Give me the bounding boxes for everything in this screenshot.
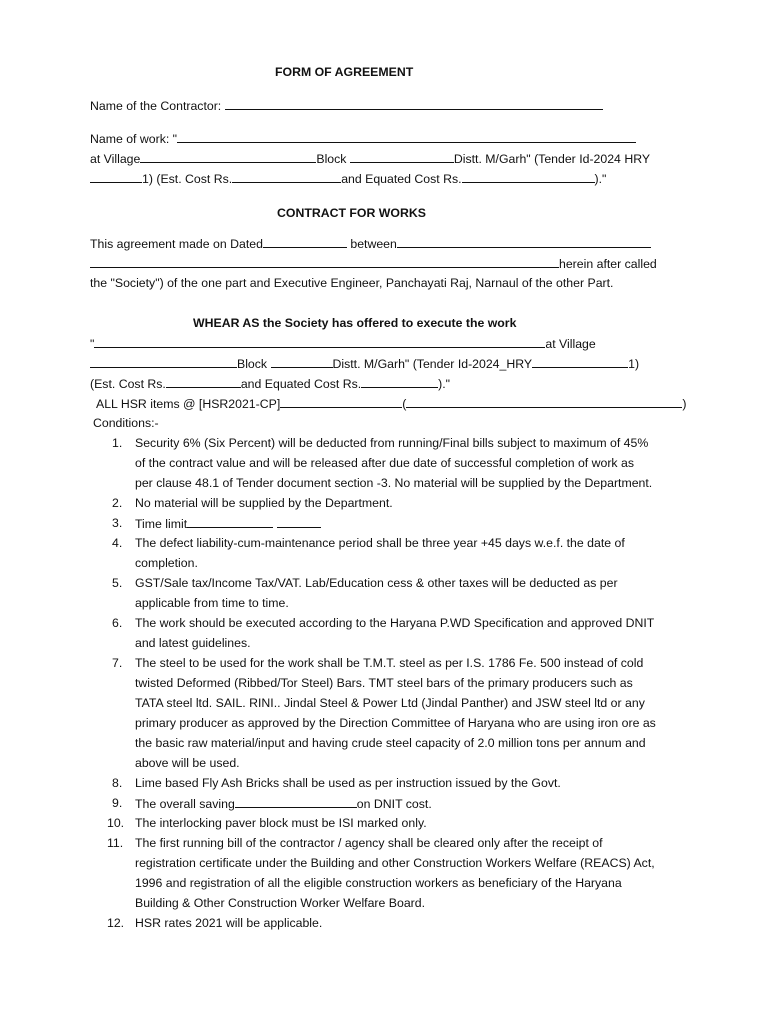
block-label: Block: [316, 152, 347, 166]
village-label: at Village: [90, 152, 141, 166]
hsr-close-paren: ): [682, 397, 687, 411]
tender-blank: [90, 168, 142, 183]
condition-text: The defect liability-cum-maintenance period shall be three year +45 days w.e.f. the date of: [135, 536, 625, 550]
between-label: between: [350, 237, 397, 251]
condition-text: Security 6% (Six Percent) will be deducted from running/Final bills subject to maximum of 45%: [135, 436, 649, 450]
condition-text: primary producer as approved by the Direction Committee of Haryana who are using iron ore as: [135, 716, 656, 730]
condition-text: above will be used.: [135, 756, 240, 770]
est-label: 1) (Est. Cost Rs.: [142, 172, 233, 186]
whereas-line-1: [90, 333, 596, 354]
block-blank: [350, 148, 454, 163]
contractor-line: [90, 95, 603, 116]
hsr-label: ALL HSR items @ [HSR2021-CP]: [96, 397, 281, 411]
condition-text: applicable from time to time.: [135, 596, 289, 610]
condition-text: The first running bill of the contractor / agency shall be cleared only after the receipt of: [135, 836, 603, 850]
whereas-heading: WHEAR AS the Society has offered to execute the work: [193, 316, 517, 330]
condition-text: The overall saving: [135, 797, 235, 811]
condition-text: TATA steel ltd. SAIL. RINI.. Jindal Steel & Power Ltd (Jindal Panther) and JSW steel ltd or any: [135, 696, 645, 710]
whereas-work-blank: [94, 333, 545, 348]
whereas-est-blank: [166, 373, 241, 388]
condition-number: 4.: [112, 536, 123, 550]
agreement-line-2: [90, 253, 657, 274]
hsr-blank: [280, 393, 402, 408]
time-limit-blank: [187, 513, 273, 528]
village-blank: [140, 148, 316, 163]
condition-text: The steel to be used for the work shall be T.M.T. steel as per I.S. 1786 Fe. 500 instead of cold: [135, 656, 644, 670]
between-blank: [397, 233, 651, 248]
date-blank: [263, 233, 347, 248]
work-close: ).": [594, 172, 607, 186]
whereas-tender-blank: [532, 353, 628, 368]
condition-saving: [135, 793, 432, 814]
condition-number: 7.: [112, 656, 123, 670]
condition-number: 5.: [112, 576, 123, 590]
condition-time-limit: [135, 513, 321, 534]
equated-blank: [462, 168, 595, 183]
work-line-2: [90, 148, 650, 169]
distt-label: Distt. M/Garh" (Tender Id-2024 HRY: [453, 152, 651, 166]
hsr-open-paren: (: [402, 397, 407, 411]
saving-blank: [235, 793, 357, 808]
whereas-equated-blank: [361, 373, 438, 388]
condition-text: GST/Sale tax/Income Tax/VAT. Lab/Education cess & other taxes will be deducted as per: [135, 576, 618, 590]
condition-number: 6.: [112, 616, 123, 630]
condition-text: The work should be executed according to the Haryana P.WD Specification and approved DNIT: [135, 616, 655, 630]
condition-number: 11.: [107, 836, 124, 850]
work-name-blank: [177, 128, 636, 143]
condition-number: 1.: [112, 436, 123, 450]
contract-heading: CONTRACT FOR WORKS: [277, 206, 426, 220]
page-title: FORM OF AGREEMENT: [275, 65, 414, 79]
condition-text: twisted Deformed (Ribbed/Tor Steel) Bars. TMT steel bars of the primary producers such as: [135, 676, 633, 690]
work-label: Name of work: ": [90, 132, 178, 146]
condition-number: 12.: [107, 916, 125, 930]
contractor-label: Name of the Contractor:: [90, 99, 222, 113]
whereas-close: ).": [438, 377, 451, 391]
condition-text: completion.: [135, 556, 198, 570]
conditions-label: Conditions:-: [93, 416, 159, 430]
whereas-village-label: at Village: [545, 337, 596, 351]
condition-number: 10.: [107, 816, 125, 830]
condition-text: registration certificate under the Building and other Construction Workers Welfare (REACS) Act,: [135, 856, 655, 870]
condition-text: HSR rates 2021 will be applicable.: [135, 916, 323, 930]
condition-number: 3.: [112, 516, 123, 530]
whereas-equated-label: and Equated Cost Rs.: [240, 377, 362, 391]
condition-number: 9.: [112, 796, 123, 810]
condition-number: 8.: [112, 776, 123, 790]
work-line-1: [90, 128, 636, 149]
whereas-quote: ": [90, 337, 95, 351]
whereas-distt-label: Distt. M/Garh" (Tender Id-2024_HRY: [332, 357, 533, 371]
time-limit-unit-blank: [277, 513, 321, 528]
made-on-label: This agreement made on Dated: [90, 237, 263, 251]
condition-text: Time limit: [135, 517, 188, 531]
equated-label: and Equated Cost Rs.: [341, 172, 462, 186]
whereas-village-blank: [90, 353, 237, 368]
whereas-line-3: [90, 373, 450, 394]
agreement-line-3: the "Society") of the one part and Executive Engineer, Panchayati Raj, Narnaul of the other Part.: [90, 276, 614, 290]
party-blank: [90, 253, 559, 268]
hsr-line: [96, 393, 686, 414]
condition-text: No material will be supplied by the Department.: [135, 496, 393, 510]
condition-text: of the contract value and will be released after due date of successful completion of work as: [135, 456, 634, 470]
condition-text: 1996 and registration of all the eligible construction workers as beneficiary of the Haryana: [135, 876, 622, 890]
contractor-blank: [225, 95, 603, 110]
dnit-suffix: on DNIT cost.: [356, 797, 432, 811]
hsr-paren-blank: [406, 393, 682, 408]
whereas-block-blank: [271, 353, 333, 368]
work-line-3: [90, 168, 606, 189]
condition-text: Lime based Fly Ash Bricks shall be used as per instruction issued by the Govt.: [135, 776, 561, 790]
whereas-block-label: Block: [237, 357, 268, 371]
agreement-line-1: [90, 233, 651, 254]
condition-text: Building & Other Construction Worker Welfare Board.: [135, 896, 426, 910]
whereas-one: 1): [628, 357, 640, 371]
herein-label: herein after called: [559, 257, 657, 271]
condition-text: The interlocking paver block must be ISI marked only.: [135, 816, 427, 830]
condition-number: 2.: [112, 496, 123, 510]
condition-text: the basic raw material/input and having crude steel capacity of 2.0 million tons per annum and: [135, 736, 646, 750]
est-blank: [232, 168, 341, 183]
whereas-line-2: [90, 353, 639, 374]
condition-text: per clause 48.1 of Tender document section -3. No material will be supplied by the Department.: [135, 476, 653, 490]
whereas-est-label: (Est. Cost Rs.: [90, 377, 166, 391]
condition-text: and latest guidelines.: [135, 636, 251, 650]
